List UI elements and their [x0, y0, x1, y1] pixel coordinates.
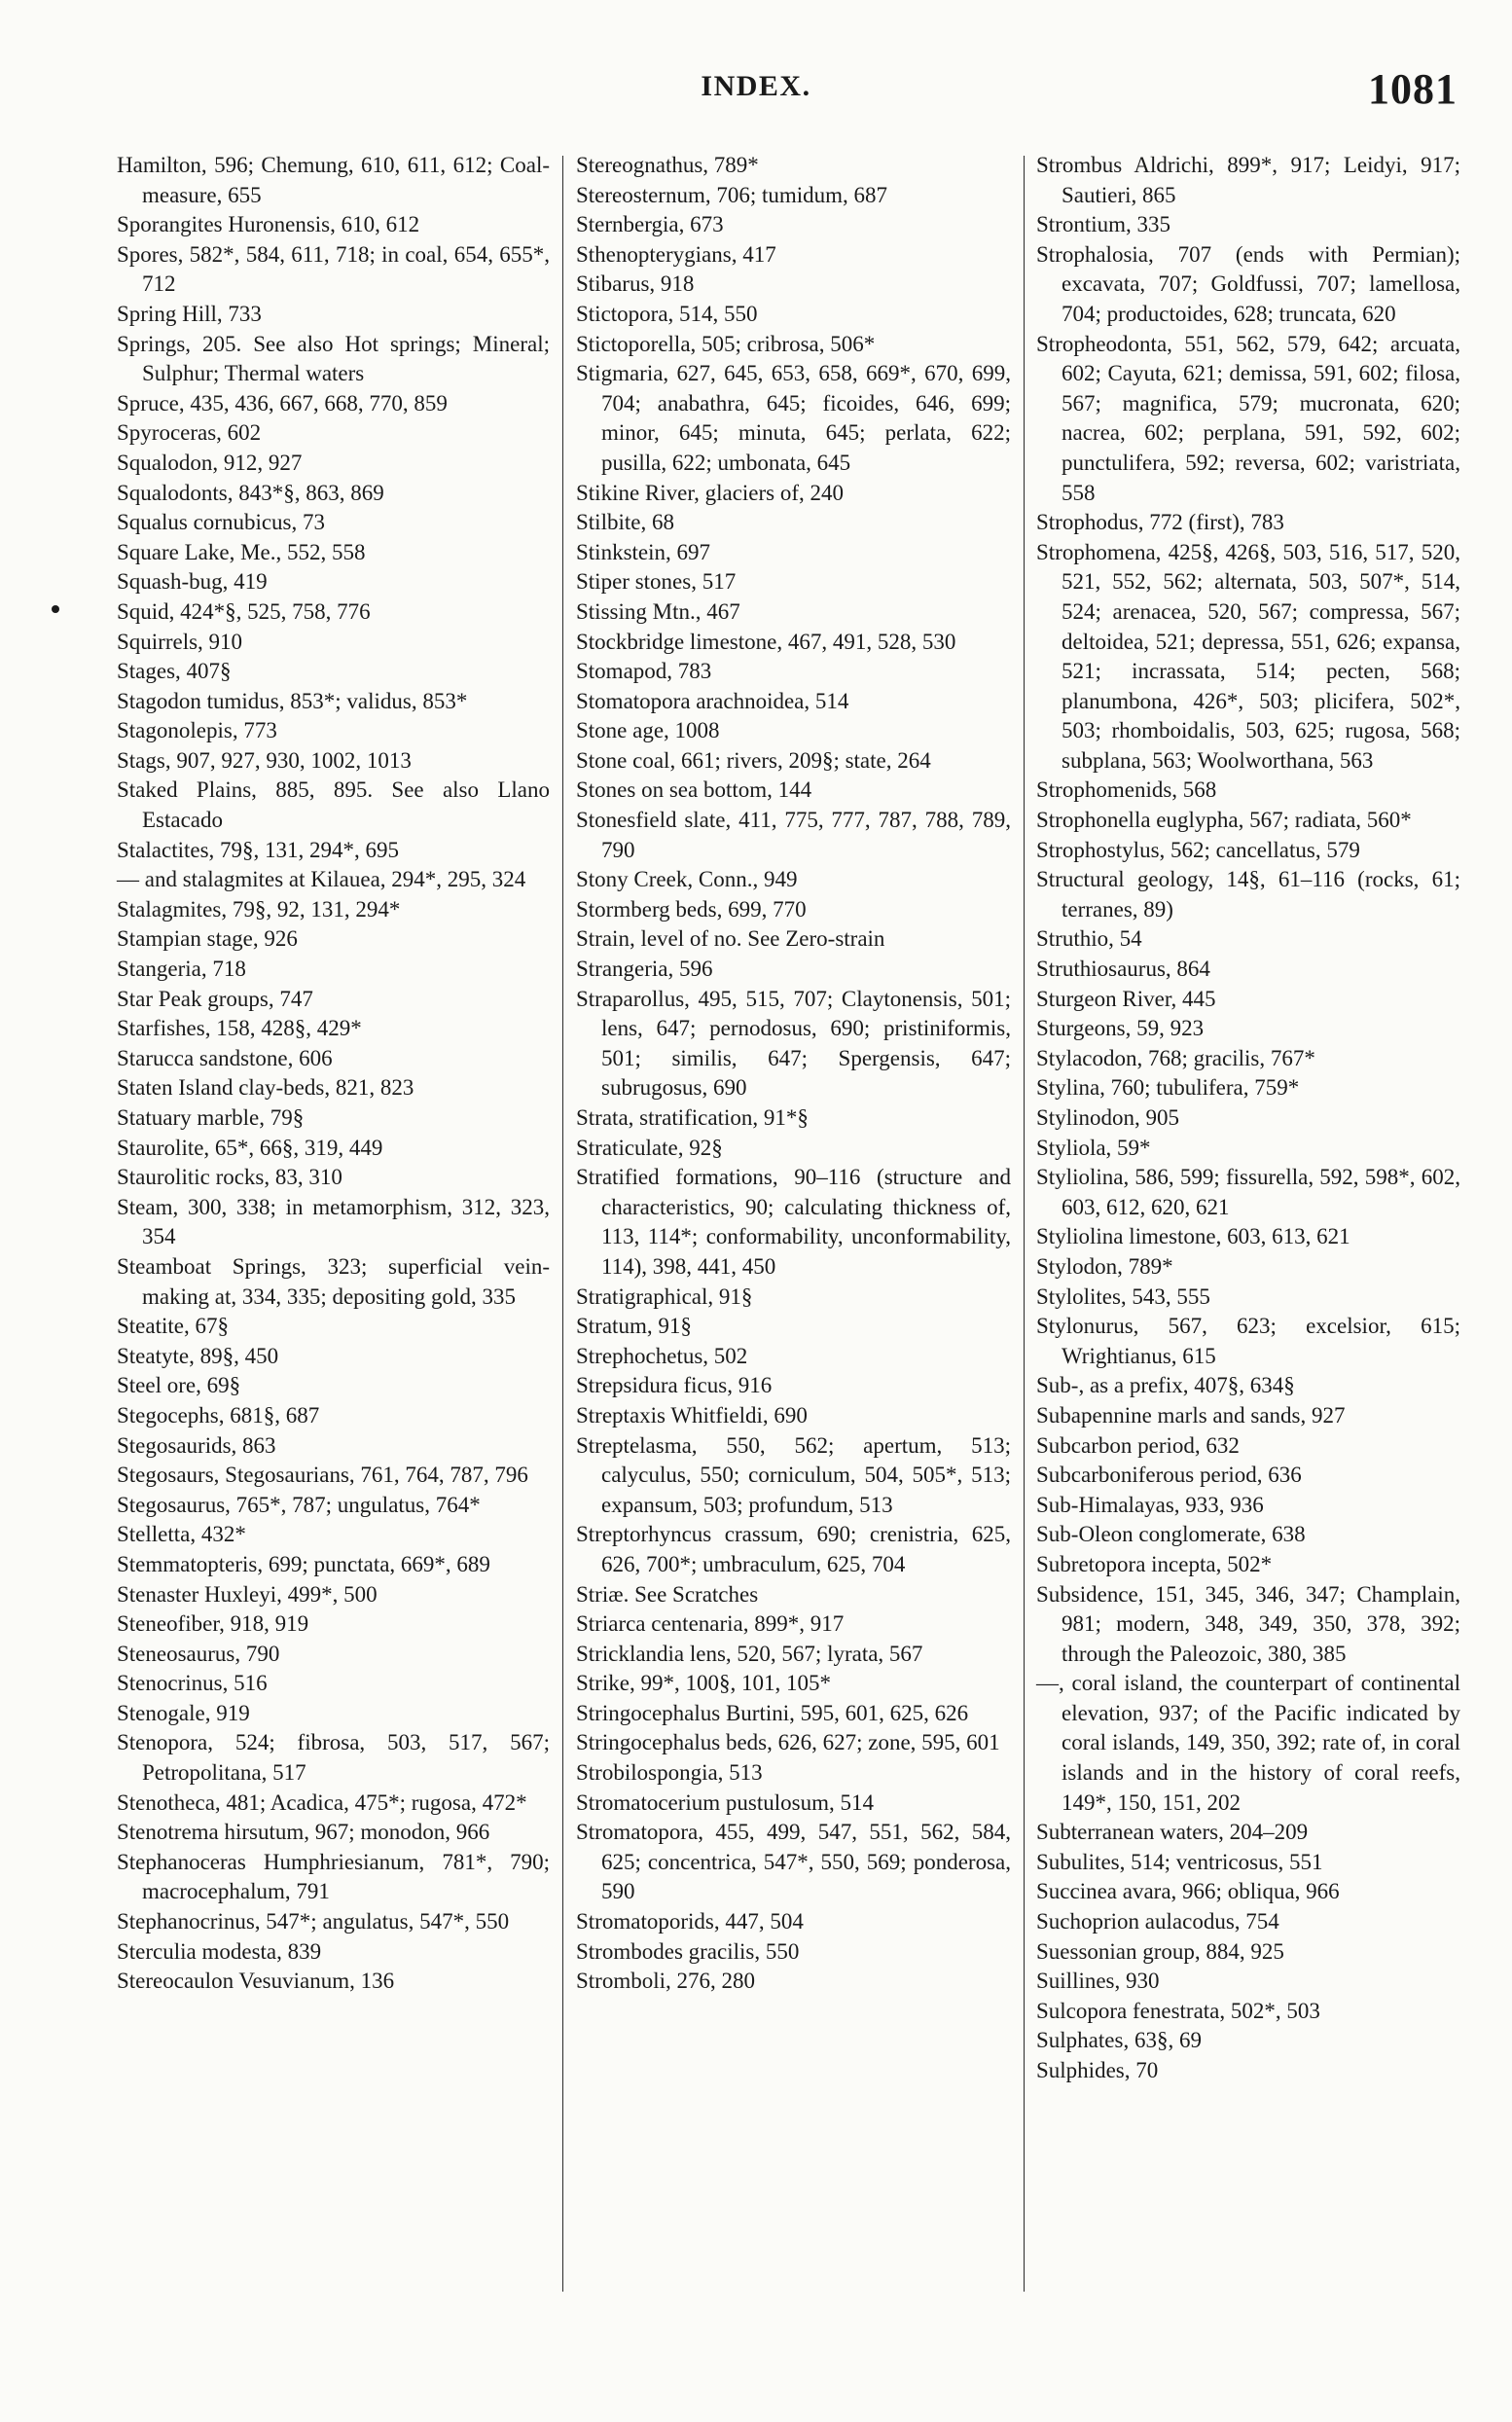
index-entry: Stratum, 91§ — [576, 1314, 692, 1339]
index-entry: Stegocephs, 681§, 687 — [117, 1402, 320, 1428]
index-entry: Sterculia modesta, 839 — [117, 1938, 322, 1964]
index-entry: Stagodon tumidus, 853*; validus, 853* — [117, 688, 468, 713]
index-entry: Staten Island clay-beds, 821, 823 — [117, 1075, 414, 1101]
index-entry: Stictoporella, 505; cribrosa, 506* — [576, 331, 876, 356]
page-number: 1081 — [1368, 65, 1458, 113]
index-entry: Squid, 424*§, 525, 758, 776 — [117, 598, 371, 624]
index-entry: Squalodon, 912, 927 — [117, 450, 303, 475]
index-entry: Strophostylus, 562; cancellatus, 579 — [1036, 837, 1360, 862]
index-entry: Styliolina limestone, 603, 613, 621 — [1036, 1224, 1350, 1249]
index-entry: Streptorhyncus crassum, 690; crenistria, 625, 626, 700*; umbraculum, 625, 704 — [576, 1522, 1011, 1576]
index-entry: Squirrels, 910 — [117, 629, 243, 654]
index-entry: Spring Hill, 733 — [117, 301, 262, 326]
index-entry: Spores, 582*, 584, 611, 718; in coal, 654, 655*, 712 — [117, 241, 550, 297]
index-entry: Sturgeons, 59, 923 — [1036, 1016, 1205, 1041]
index-entry: Stegosaurids, 863 — [117, 1432, 276, 1458]
index-entry: Squash-bug, 419 — [117, 569, 268, 595]
index-entry: Suillines, 930 — [1036, 1969, 1160, 1994]
index-entry: Sulphides, 70 — [1036, 2058, 1159, 2082]
index-entry: Struthio, 54 — [1036, 926, 1142, 952]
index-entry: Sub-Oleon conglomerate, 638 — [1036, 1522, 1306, 1547]
index-entry: Subcarbon period, 632 — [1036, 1432, 1240, 1458]
index-entry: Stylina, 760; tubulifera, 759* — [1036, 1075, 1300, 1101]
index-entry: Strophalosia, 707 (ends with Permian); excavata, 707; Goldfussi, 707; lamellosa, 704; productoides, 628; truncata, 620 — [1036, 241, 1460, 326]
index-entry: Stibarus, 918 — [576, 271, 695, 297]
index-entry: Star Peak groups, 747 — [117, 986, 313, 1011]
index-entry: Spruce, 435, 436, 667, 668, 770, 859 — [117, 390, 448, 416]
index-entry: Steatite, 67§ — [117, 1314, 229, 1339]
index-entry: Stissing Mtn., 467 — [576, 598, 740, 624]
index-entry: Staurolite, 65*, 66§, 319, 449 — [117, 1135, 383, 1160]
index-entry: Stone age, 1008 — [576, 718, 720, 743]
index-entry: Stictopora, 514, 550 — [576, 301, 758, 326]
index-entry: Strophomenids, 568 — [1036, 777, 1217, 803]
index-entry: Succinea avara, 966; obliqua, 966 — [1036, 1879, 1340, 1904]
index-entry: Strain, level of no. See Zero-strain — [576, 926, 885, 952]
index-entry: Stonesfield slate, 411, 775, 777, 787, 788, 789, 790 — [576, 808, 1011, 862]
index-entry: Strontium, 335 — [1036, 212, 1171, 237]
index-entry: Stricklandia lens, 520, 567; lyrata, 567 — [576, 1641, 923, 1666]
index-entry: Strepsidura ficus, 916 — [576, 1373, 773, 1398]
index-entry: Stegosaurs, Stegosaurians, 761, 764, 787, 796 — [117, 1463, 528, 1488]
index-entry: Stages, 407§ — [117, 659, 232, 684]
index-entry: Stockbridge limestone, 467, 491, 528, 530 — [576, 629, 956, 654]
index-entry: Steamboat Springs, 323; superficial vein-making at, 334, 335; depositing gold, 335 — [117, 1253, 550, 1309]
index-entry: Strephochetus, 502 — [576, 1343, 748, 1368]
index-entry: Stratified formations, 90–116 (structure and characteristics, 90; calculating thickness of, 113, 114*; conformability, unconformability, 114), 398, 441, 450 — [576, 1165, 1011, 1279]
index-entry: Strombodes gracilis, 550 — [576, 1938, 800, 1964]
index-entry: Spyroceras, 602 — [117, 420, 262, 446]
index-entry: Stenaster Huxleyi, 499*, 500 — [117, 1581, 378, 1607]
index-entry: Staked Plains, 885, 895. See also Llano Estacado — [117, 777, 550, 833]
index-entry: Strobilospongia, 513 — [576, 1760, 763, 1786]
index-entry: Stalactites, 79§, 131, 294*, 695 — [117, 837, 400, 862]
index-entry: Straticulate, 92§ — [576, 1135, 723, 1160]
index-entry: Sturgeon River, 445 — [1036, 986, 1216, 1011]
index-entry: Sulcopora fenestrata, 502*, 503 — [1036, 1998, 1320, 2023]
index-entry: Steneosaurus, 790 — [117, 1641, 280, 1666]
margin-dot — [52, 605, 59, 613]
column-divider — [1024, 156, 1025, 2292]
index-column-left — [117, 151, 550, 1997]
index-entry: Squalodonts, 843*§, 863, 869 — [117, 480, 384, 505]
index-entry: Stylolites, 543, 555 — [1036, 1283, 1210, 1309]
index-entry: Stormberg beds, 699, 770 — [576, 896, 807, 922]
index-entry: Straparollus, 495, 515, 707; Claytonensis, 501; lens, 647; pernodosus, 690; pristiniformis, 501; similis, 647; Spergensis, 647; subrugosus, 690 — [576, 986, 1011, 1101]
index-entry: Stampian stage, 926 — [117, 926, 298, 952]
index-entry: Stegosaurus, 765*, 787; ungulatus, 764* — [117, 1492, 481, 1517]
index-entry: Square Lake, Me., 552, 558 — [117, 539, 366, 564]
index-entry: Stelletta, 432* — [117, 1522, 246, 1547]
index-entry: Stromatopora, 455, 499, 547, 551, 562, 584, 625; concentrica, 547*, 550, 569; ponderosa, 590 — [576, 1820, 1011, 1904]
index-entry: Stromatocerium pustulosum, 514 — [576, 1789, 875, 1815]
index-entry: Streptelasma, 550, 562; apertum, 513; calyculus, 550; corniculum, 504, 505*, 513; expansum, 503; profundum, 513 — [576, 1432, 1011, 1517]
index-entry: Stilbite, 68 — [576, 510, 674, 535]
index-entry: Stereocaulon Vesuvianum, 136 — [117, 1969, 395, 1994]
index-entry: Squalus cornubicus, 73 — [117, 510, 326, 535]
index-entry: Stenotheca, 481; Acadica, 475*; rugosa, 472* — [117, 1789, 527, 1815]
index-entry: Steam, 300, 338; in metamorphism, 312, 323, 354 — [117, 1194, 550, 1249]
index-entry: Stigmaria, 627, 645, 653, 658, 669*, 670, 699, 704; anabathra, 645; ficoides, 646, 699; minor, 645; minuta, 645; perlata, 622; pusilla, 622; umbonata, 645 — [576, 361, 1011, 475]
index-entry: Subterranean waters, 204–209 — [1036, 1820, 1309, 1845]
index-entry: Stinkstein, 697 — [576, 539, 711, 564]
index-entry: Stenogale, 919 — [117, 1700, 250, 1725]
index-entry: Stones on sea bottom, 144 — [576, 777, 812, 803]
index-entry: Stylonurus, 567, 623; excelsior, 615; Wrightianus, 615 — [1036, 1314, 1460, 1368]
index-entry: Stony Creek, Conn., 949 — [576, 867, 798, 892]
index-entry: Stalagmites, 79§, 92, 131, 294* — [117, 896, 401, 922]
index-entry: Sub-Himalayas, 933, 936 — [1036, 1492, 1264, 1517]
index-entry: Stylodon, 789* — [1036, 1253, 1173, 1279]
index-entry: Subulites, 514; ventricosus, 551 — [1036, 1849, 1323, 1874]
index-entry: Strata, stratification, 91*§ — [576, 1105, 809, 1130]
index-entry: Stenocrinus, 516 — [117, 1671, 268, 1696]
index-entry: Springs, 205. See also Hot springs; Mineral; Sulphur; Thermal waters — [117, 331, 550, 386]
index-entry: Stenopora, 524; fibrosa, 503, 517, 567; Petropolitana, 517 — [117, 1730, 550, 1786]
index-entry: Suchoprion aulacodus, 754 — [1036, 1909, 1279, 1934]
index-entry: Striæ. See Scratches — [576, 1581, 759, 1607]
index-entry: Starucca sandstone, 606 — [117, 1045, 333, 1070]
index-entry: Stagonolepis, 773 — [117, 718, 277, 743]
column-divider — [562, 156, 563, 2292]
index-entry: Striarca centenaria, 899*, 917 — [576, 1611, 845, 1637]
index-entry: Starfishes, 158, 428§, 429* — [117, 1016, 362, 1041]
index-entry: Streptaxis Whitfieldi, 690 — [576, 1402, 808, 1428]
index-entry: Strike, 99*, 100§, 101, 105* — [576, 1671, 831, 1696]
index-entry: Staurolitic rocks, 83, 310 — [117, 1165, 342, 1190]
index-entry: Steatyte, 89§, 450 — [117, 1343, 279, 1368]
index-entry: Suessonian group, 884, 925 — [1036, 1938, 1284, 1964]
index-entry: Stylacodon, 768; gracilis, 767* — [1036, 1045, 1315, 1070]
index-entry: Stone coal, 661; rivers, 209§; state, 264 — [576, 747, 931, 773]
index-entry: Subcarboniferous period, 636 — [1036, 1463, 1302, 1488]
index-entry: Stringocephalus Burtini, 595, 601, 625, 626 — [576, 1700, 969, 1725]
index-entry: Sub-, as a prefix, 407§, 634§ — [1036, 1373, 1295, 1398]
index-entry: — and stalagmites at Kilauea, 294*, 295, 324 — [117, 867, 526, 892]
index-entry: Strangeria, 596 — [576, 957, 713, 982]
index-entry: Steel ore, 69§ — [117, 1373, 241, 1398]
index-entry: Stangeria, 718 — [117, 957, 246, 982]
index-entry: —, coral island, the counterpart of continental elevation, 937; of the Pacific indicated by coral islands, 149, 350, 392; rate of, in coral islands and in the history of coral reefs, 149*, 150, 151, 202 — [1036, 1671, 1460, 1815]
index-entry: Struthiosaurus, 864 — [1036, 957, 1210, 982]
index-entry: Subsidence, 151, 345, 346, 347; Champlain, 981; modern, 348, 349, 350, 378, 392; through the Paleozoic, 380, 385 — [1036, 1581, 1460, 1666]
index-entry: Stereognathus, 789* — [576, 153, 759, 177]
index-entry: Strophomena, 425§, 426§, 503, 516, 517, 520, 521, 552, 562; alternata, 503, 507*, 514, 524; arenacea, 520, 567; compressa, 567; deltoidea, 521; depressa, 551, 626; expansa, 521; incrassata, 514; pecten, 568; planumbona, 426*, 503; plicifera, 502*, 503; rhomboidalis, 503, 625; rugosa, 568; subplana, 563; Woolworthana, 563 — [1036, 539, 1460, 773]
index-entry: Hamilton, 596; Chemung, 610, 611, 612; Coal-measure, 655 — [117, 153, 550, 207]
index-entry: Stemmatopteris, 699; punctata, 669*, 689 — [117, 1551, 490, 1576]
index-entry: Stags, 907, 927, 930, 1002, 1013 — [117, 747, 412, 773]
index-entry: Structural geology, 14§, 61–116 (rocks, 61; terranes, 89) — [1036, 867, 1460, 922]
index-entry: Sthenopterygians, 417 — [576, 241, 776, 267]
index-entry: Stromatoporids, 447, 504 — [576, 1909, 804, 1934]
index-entry: Stomatopora arachnoidea, 514 — [576, 688, 849, 713]
index-entry: Stephanocrinus, 547*; angulatus, 547*, 550 — [117, 1909, 510, 1934]
index-entry: Stylinodon, 905 — [1036, 1105, 1179, 1130]
index-entry: Styliolina, 586, 599; fissurella, 592, 598*, 602, 603, 612, 620, 621 — [1036, 1165, 1460, 1219]
index-entry: Stiper stones, 517 — [576, 569, 737, 595]
index-entry: Stromboli, 276, 280 — [576, 1969, 756, 1994]
index-entry: Stenotrema hirsutum, 967; monodon, 966 — [117, 1820, 490, 1845]
index-entry: Statuary marble, 79§ — [117, 1105, 305, 1130]
index-entry: Styliola, 59* — [1036, 1135, 1151, 1160]
index-entry: Subretopora incepta, 502* — [1036, 1551, 1273, 1576]
index-entry: Stephanoceras Humphriesianum, 781*, 790; macrocephalum, 791 — [117, 1849, 550, 1904]
index-entry: Steneofiber, 918, 919 — [117, 1611, 309, 1637]
index-column-right — [1036, 151, 1460, 2086]
index-entry: Strophonella euglypha, 567; radiata, 560* — [1036, 808, 1412, 833]
index-entry: Sulphates, 63§, 69 — [1036, 2028, 1202, 2053]
index-entry: Stringocephalus beds, 626, 627; zone, 595, 601 — [576, 1730, 1000, 1755]
index-entry: Sporangites Huronensis, 610, 612 — [117, 212, 420, 237]
index-entry: Stomapod, 783 — [576, 659, 712, 684]
index-entry: Subapennine marls and sands, 927 — [1036, 1402, 1346, 1428]
index-entry: Strombus Aldrichi, 899*, 917; Leidyi, 917; Sautieri, 865 — [1036, 153, 1460, 207]
index-entry: Strophodus, 772 (first), 783 — [1036, 510, 1284, 535]
running-title: INDEX. — [701, 70, 811, 102]
index-entry: Sternbergia, 673 — [576, 212, 724, 237]
index-column-middle — [576, 151, 1011, 1997]
index-entry: Stereosternum, 706; tumidum, 687 — [576, 182, 888, 207]
index-entry: Stratigraphical, 91§ — [576, 1283, 753, 1309]
index-entry: Stikine River, glaciers of, 240 — [576, 480, 845, 505]
running-head — [0, 64, 1512, 123]
index-entry: Stropheodonta, 551, 562, 579, 642; arcuata, 602; Cayuta, 621; demissa, 591, 602; filosa, 567; magnifica, 579; mucronata, 620; nacrea, 602; perplana, 591, 592, 602; punctulifera, 592; reversa, 602; varistriata, 558 — [1036, 331, 1460, 505]
